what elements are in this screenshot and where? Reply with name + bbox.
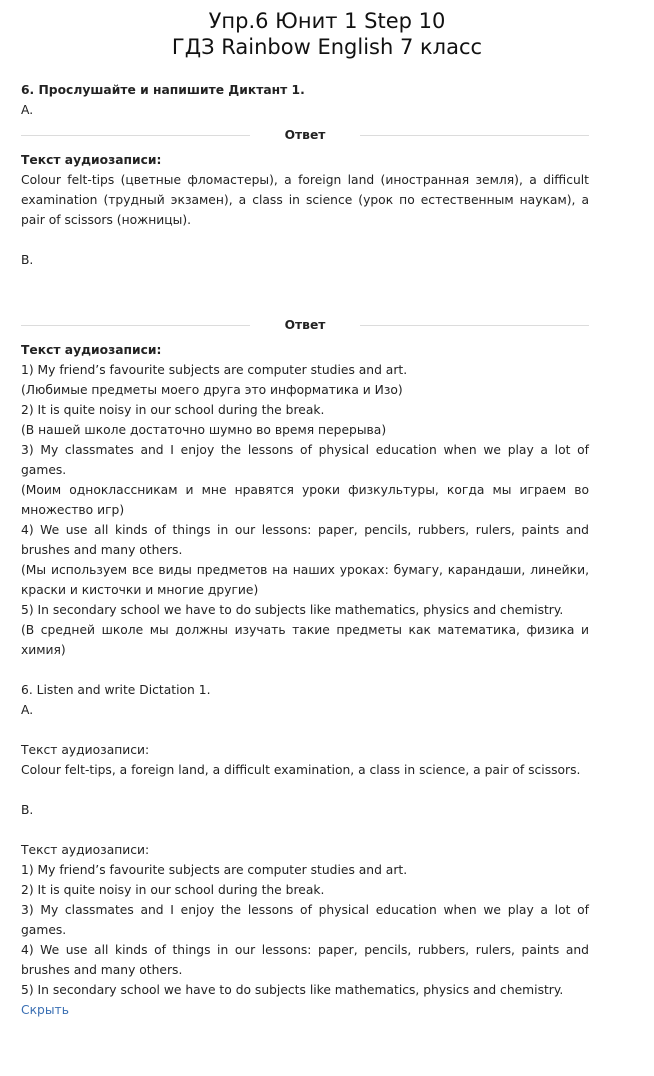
list-item: 4) We use all kinds of things in our lessons: paper, pencils, rubbers, rulers, paints and brushes and many others. bbox=[21, 523, 589, 557]
transcript-label: Текст аудиозаписи: bbox=[21, 343, 162, 357]
en-task-heading: 6. Listen and write Dictation 1. bbox=[21, 683, 211, 697]
list-item: (В средней школе мы должны изучать такие предметы как математика, физика и химия) bbox=[21, 623, 589, 657]
list-item: 4) We use all kinds of things in our lessons: paper, pencils, rubbers, rulers, paints and brushes and many others. bbox=[21, 943, 589, 977]
title-line-1: Упр.6 Юнит 1 Step 10 bbox=[208, 9, 446, 33]
en-part-a-label: A. bbox=[21, 703, 34, 717]
list-item: (Мы используем все виды предметов на наших уроках: бумагу, карандаши, линейки, краски и кисточки и многие другие) bbox=[21, 563, 589, 597]
part-b-label: B. bbox=[21, 253, 34, 267]
divider-line bbox=[21, 135, 250, 136]
list-item: (В нашей школе достаточно шумно во время перерыва) bbox=[21, 423, 387, 437]
transcript-label: Текст аудиозаписи: bbox=[21, 153, 162, 167]
en-transcript-label: Текст аудиозаписи: bbox=[21, 743, 150, 757]
hide-link[interactable]: Скрыть bbox=[21, 1003, 69, 1017]
solution-content bbox=[21, 80, 589, 1020]
divider-line bbox=[360, 135, 589, 136]
list-item: 5) In secondary school we have to do subjects like mathematics, physics and chemistry. bbox=[21, 603, 564, 617]
answer-label: Ответ bbox=[284, 318, 326, 332]
list-item: (Любимые предметы моего друга это информатика и Изо) bbox=[21, 383, 403, 397]
page-title bbox=[0, 8, 654, 60]
divider-line bbox=[21, 325, 250, 326]
answer-label: Ответ bbox=[284, 128, 326, 142]
list-item: 5) In secondary school we have to do subjects like mathematics, physics and chemistry. bbox=[21, 983, 564, 997]
list-item: 3) My classmates and I enjoy the lessons of physical education when we play a lot of games. bbox=[21, 443, 589, 477]
title-line-2: ГДЗ Rainbow English 7 класс bbox=[171, 35, 483, 59]
list-item: (Моим одноклассникам и мне нравятся уроки физкультуры, когда мы играем во множество игр) bbox=[21, 483, 589, 517]
list-item: 2) It is quite noisy in our school during the break. bbox=[21, 883, 325, 897]
answer-divider-1 bbox=[21, 120, 589, 150]
list-item: 1) My friend’s favourite subjects are computer studies and art. bbox=[21, 863, 408, 877]
answer-divider-2 bbox=[21, 310, 589, 340]
divider-line bbox=[360, 325, 589, 326]
list-item: 3) My classmates and I enjoy the lessons of physical education when we play a lot of games. bbox=[21, 903, 589, 937]
en-transcript-label: Текст аудиозаписи: bbox=[21, 843, 150, 857]
part-a-text: Colour felt-tips (цветные фломастеры), a foreign land (иностранная земля), a difficult examination (трудный экзамен), a class in science (урок по естественным наукам), a pair of scissors (ножницы). bbox=[21, 173, 589, 227]
list-item: 1) My friend’s favourite subjects are computer studies and art. bbox=[21, 363, 408, 377]
list-item: 2) It is quite noisy in our school during the break. bbox=[21, 403, 325, 417]
en-part-a-text: Colour felt-tips, a foreign land, a difficult examination, a class in science, a pair of scissors. bbox=[21, 763, 581, 777]
part-a-label: A. bbox=[21, 103, 34, 117]
task-heading: 6. Прослушайте и напишите Диктант 1. bbox=[21, 83, 305, 97]
en-part-b-label: B. bbox=[21, 803, 34, 817]
